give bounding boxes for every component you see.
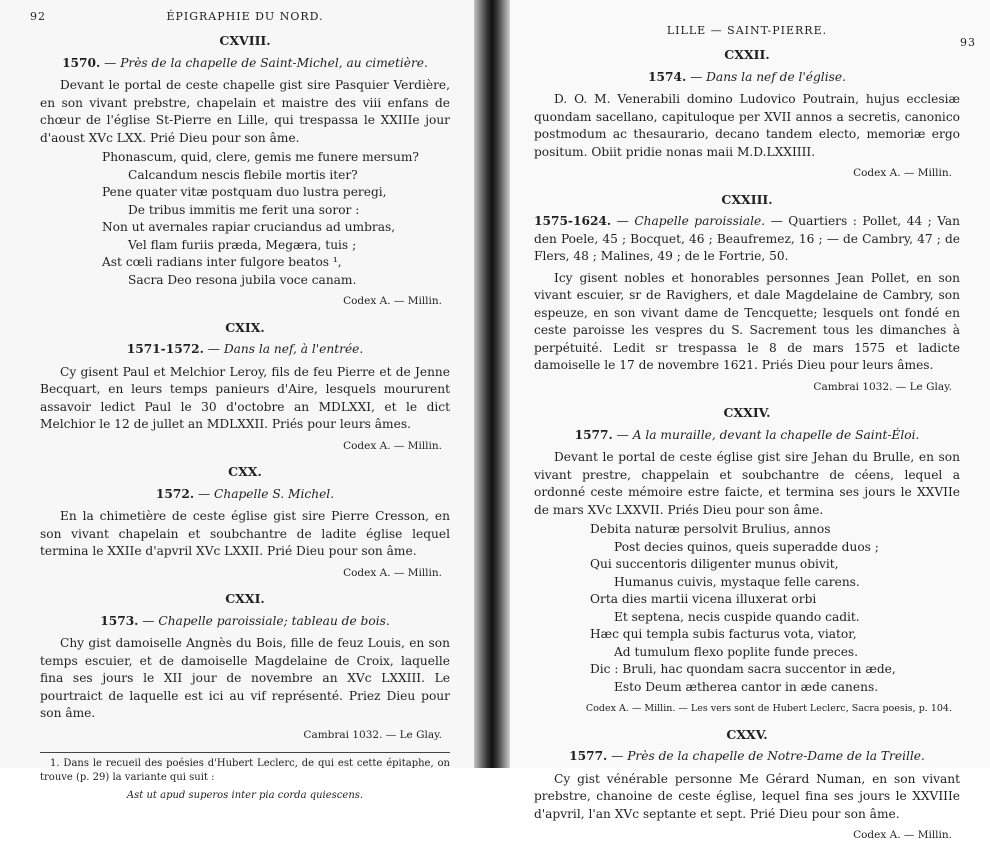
entry-heading: 1577. — Près de la chapelle de Notre-Dame de la Treille. (569, 749, 925, 763)
right-page (510, 0, 990, 841)
footnote-quote: Ast ut apud superos inter pia corda quiescens. (126, 790, 364, 801)
entry-year: 1575-1624. (534, 214, 612, 228)
entry-source: Cambrai 1032. — Le Glay. (303, 728, 442, 741)
verse-line: Humanus cuivis, mystaque felle carens. (614, 574, 860, 589)
verse-line: Post decies quinos, queis superadde duos ; (614, 539, 879, 554)
entry-numeral: CXXI. (225, 591, 265, 606)
entry-text: Devant le portal de ceste église gist sire Jehan du Brulle, en son vivant prestre, chappelain et soubchantre de céens, lequel a ordonné ceste mémoire estre faicte, et termina ses jours le XXVIIe de mars XVc LXXVII. Priés Dieu pour son âme. (534, 450, 960, 517)
entry-year: 1570. (62, 55, 101, 70)
book-gutter (474, 0, 510, 768)
entry-text: Cy gisent Paul et Melchior Leroy, fils de feu Pierre et de Jenne Becquart, en leurs temps panieurs d'Aire, lesquels moururent assavoir ledict Paul le 30 d'octobre an MDLXXI, et le dict Melchior le 12 de jullet an MDLXXII. Priés pour leurs âmes. (40, 364, 450, 431)
entry-text: D. O. M. Venerabili domino Ludovico Poutrain, hujus ecclesiæ quondam sacellano, capituloque per XVII annos a secretis, canonico postmodum ac thesaurario, decano tandem electo, memoriæ ergo positum. Obiit pridie nonas maii M.D.LXXIIII. (534, 92, 960, 159)
verse-line: Hæc qui templa subis facturus vota, viator, (590, 627, 857, 641)
footnote (40, 757, 450, 803)
verse-line: Ast cœli radians inter fulgore beatos ¹, (102, 255, 342, 269)
entry-cxix (40, 319, 450, 456)
entry-year: 1577. (569, 749, 608, 763)
entry-cxviii (40, 32, 450, 311)
entry-source: Codex A. — Millin. — Les vers sont de Hubert Leclerc, Sacra poesis, p. 104. (585, 703, 952, 714)
entry-year: 1573. (100, 613, 139, 628)
entry-heading: 1571-1572. — Dans la nef, à l'entrée. (126, 342, 364, 356)
verse-line: Calcandum nescis flebile mortis iter? (128, 167, 358, 182)
entry-source: Cambrai 1032. — Le Glay. (813, 380, 952, 393)
right-running-header (534, 22, 976, 49)
entry-cxxii (534, 46, 960, 183)
verse-line: Debita naturæ persolvit Brulius, annos (590, 522, 831, 536)
entry-heading: 1572. — Chapelle S. Michel. (155, 486, 335, 501)
entry-cxx (40, 463, 450, 582)
entry-title: Près de la chapelle de Notre-Dame de la Treille. (627, 749, 925, 763)
entry-title: Dans la nef de l'église. (706, 69, 846, 84)
left-running-header (30, 8, 450, 30)
entry-year: 1571-1572. (126, 342, 204, 356)
entry-text: Icy gisent nobles et honorables personnes Jean Pollet, en son vivant escuier, sr de Ravighers, et dale Magdelaine de Cambry, son espeuze, en son vivant dame de Tencquette; lesquels ont fondé en ceste paroisse les vespres du S. Sacrement tous les dimanches à perpétuité. Ledit sr trespassa le 8 de mars 1575 et ladicte damoiselle le 17 de novembre 1621. Priés Dieu pour leurs âmes. (534, 270, 960, 372)
entry-source: Codex A. — Millin. (343, 566, 442, 579)
entry-source: Codex A. — Millin. (343, 295, 442, 307)
entry-year: 1577. (574, 427, 613, 442)
entry-heading: 1570. — Près de la chapelle de Saint-Michel, au cimetière. (62, 55, 428, 70)
entry-numeral: CXIX. (225, 319, 265, 335)
entry-numeral: CXXIII. (721, 191, 773, 207)
left-page-number: 92 (30, 10, 46, 23)
verse-line: Non ut avernales rapiar cruciandus ad umbras, (102, 220, 396, 234)
entry-numeral: CXX. (228, 464, 262, 479)
entry-cxxiv (534, 404, 960, 718)
entry-cxxiii (534, 191, 960, 397)
verse-line: Pene quater vitæ postquam duo lustra peregi, (102, 185, 387, 199)
left-page (0, 0, 474, 801)
verse-line: Phonascum, quid, clere, gemis me funere mersum? (102, 150, 419, 164)
entry-heading: 1574. — Dans la nef de l'église. (648, 69, 846, 84)
entry-numeral: CXXV. (726, 726, 768, 742)
verse-line: Orta dies martii vicena illuxerat orbi (590, 592, 817, 606)
entry-year: 1574. (648, 69, 687, 84)
entry-cxxv (534, 726, 960, 845)
verse-line: Vel flam furiis præda, Megæra, tuis ; (128, 237, 357, 252)
entry-source: Codex A. — Millin. (853, 829, 952, 841)
left-running-title: ÉPIGRAPHIE DU NORD. (166, 10, 324, 23)
right-page-number: 93 (960, 36, 976, 49)
entry-source: Codex A. — Millin. (853, 167, 952, 179)
entry-title: Chapelle S. Michel. (214, 486, 335, 501)
entry-numeral: CXVIII. (219, 33, 271, 48)
verse-line: De tribus immitis me ferit una soror : (128, 202, 360, 217)
footnote-divider (40, 752, 450, 753)
entry-title: Chapelle paroissiale. (634, 214, 766, 228)
entry-heading: 1573. — Chapelle paroissiale; tableau de bois. (100, 613, 390, 628)
entry-title: A la muraille, devant la chapelle de Saint-Éloi. (632, 427, 920, 442)
verse-line: Qui succentoris diligenter munus obivit, (590, 557, 839, 571)
entry-subtitle: — Quartiers : Pollet, 44 ; Van den Poele, 45 ; Bocquet, 46 ; Beaufremez, 16 ; — de Cambry, 47 ; de Flers, 48 ; Malines, 49 ; de le Fortrie, 50. (534, 214, 961, 263)
entry-title: Chapelle paroissiale; tableau de bois. (158, 613, 390, 628)
entry-verses (534, 521, 960, 696)
entry-heading: 1575-1624. — Chapelle paroissiale. — Quartiers : Pollet, 44 ; Van den Poele, 45 ; Bocquet, 46 ; Beaufremez, 16 ; — de Cambry, 47 ; de Flers, 48 ; Malines, 49 ; de le Fortrie, 50. (534, 214, 961, 263)
verse-line: Ad tumulum flexo poplite funde preces. (614, 644, 859, 659)
entry-text: Chy gist damoiselle Angnès du Bois, fille de feuz Louis, en son temps escuier, et de damoiselle Magdelaine de Croix, laquelle fina ses jours le XII jour de novembre an XVc LXXIII. Le pourtraict de laquelle est ici au vif représenté. Priez Dieu pour son âme. (40, 636, 450, 720)
verse-line: Dic : Bruli, hac quondam sacra succentor in æde, (590, 662, 896, 676)
entry-text: En la chimetière de ceste église gist sire Pierre Cresson, en son vivant chapelain et soubchantre de ladite église lequel termina le XXIIe d'apvril XVc LXXII. Prié Dieu pour son âme. (40, 509, 450, 558)
entry-numeral: CXXIV. (723, 405, 771, 420)
verse-line: Et septena, necis cuspide quando cadit. (614, 609, 860, 624)
verse-line: Esto Deum ætherea cantor in æde canens. (614, 679, 879, 694)
entry-text: Cy gist vénérable personne Me Gérard Numan, en son vivant prebstre, chanoine de ceste église, lequel fina ses jours le XXVIIIe d'apvril, l'an XVc septante et sept. Prié Dieu pour son âme. (534, 771, 960, 821)
verse-line: Sacra Deo resona jubila voce canam. (128, 272, 357, 287)
entry-numeral: CXXII. (724, 47, 770, 62)
entry-heading: 1577. — A la muraille, devant la chapelle de Saint-Éloi. (574, 427, 920, 442)
entry-source: Codex A. — Millin. (343, 439, 442, 452)
entry-title: Dans la nef, à l'entrée. (223, 342, 364, 356)
entry-verses (40, 149, 450, 289)
entry-title: Près de la chapelle de Saint-Michel, au cimetière. (120, 55, 428, 70)
entry-year: 1572. (155, 486, 195, 501)
entry-text: Devant le portal de ceste chapelle gist sire Pasquier Verdière, en son vivant prebstre, chapelain et maistre des viii enfans de chœur de l'église St-Pierre en Lille, qui trespassa le XXIIIe jour d'aoust XVc LXX. Prié Dieu pour son âme. (40, 78, 450, 145)
entry-cxxi (40, 590, 450, 744)
right-running-title: LILLE — SAINT-PIERRE. (666, 24, 828, 37)
footnote-text: 1. Dans le recueil des poésies d'Hubert Leclerc, de qui est cette épitaphe, on trouve (p. 29) la variante qui suit : (40, 758, 450, 783)
